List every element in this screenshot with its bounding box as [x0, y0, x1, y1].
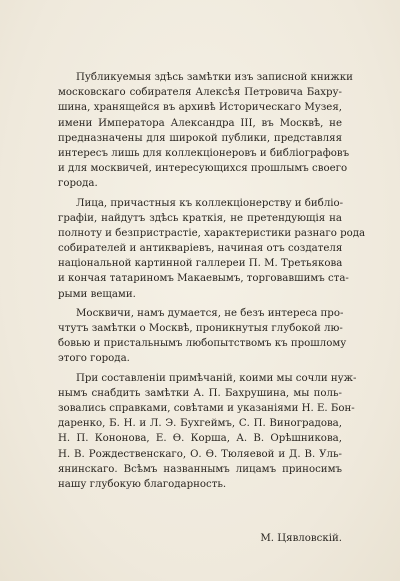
author-signature: М. Цявловскій.: [260, 533, 342, 544]
text-line: и кончая татариномъ Макаевымъ, торговавшимъ ста-: [58, 273, 349, 285]
text-line: и для москвичей, интересующихся прошлымъ своего: [58, 163, 348, 175]
text-line: бовью и пристальнымъ любопытствомъ къ прошлому: [58, 338, 347, 350]
text-line: имени Императора Александра III, въ Москвѣ, не: [58, 117, 342, 129]
text-line: шина, хранящейся въ архивѣ Историческаго Музея,: [58, 102, 342, 114]
text-line: интересъ лишь для коллекціонеровъ и библіографовъ: [58, 147, 350, 159]
text-line: московскаго собирателя Алексѣя Петровича Бахру-: [58, 87, 342, 99]
preface-text: [58, 70, 366, 492]
text-line: графіи, найдутъ здѣсь краткія, не претендующія на: [58, 212, 342, 224]
text-line: національной картинной галлереи П. М. Третьякова: [58, 258, 343, 270]
text-line: янинскаго. Всѣмъ названнымъ лицамъ приносимъ: [58, 463, 342, 475]
text-line: Публикуемыя здѣсь замѣтки изъ записной книжки: [76, 72, 353, 83]
paragraph-2: [58, 196, 366, 302]
text-line: города.: [58, 178, 98, 190]
text-line: рыми вещами.: [58, 288, 136, 300]
text-line: предназначены для широкой публики, представляя: [58, 132, 342, 144]
text-line: Н. В. Рождественскаго, О. Ѳ. Тюляевой и Д. В. Уль-: [58, 448, 342, 460]
text-line: нашу глубокую благодарность.: [58, 478, 227, 490]
text-line: даренко, Б. Н. и Л. Э. Бухгеймъ, С. П. Виноградова,: [58, 418, 342, 430]
text-line: Н. П. Кононова, Е. Ѳ. Корша, А. В. Орѣшникова,: [58, 433, 342, 445]
text-line: полноту и безпристрастіе, характеристики разнаго рода: [58, 227, 366, 239]
paragraph-1: [58, 70, 353, 192]
text-line: При составленіи примѣчаній, коими мы сочли нуж-: [76, 372, 357, 384]
text-line: зовались справками, совѣтами и указаніями Н. Е. Бон-: [58, 402, 355, 414]
text-line: Лица, причастныя къ коллекціонерству и библіо-: [76, 197, 344, 209]
text-line: собирателей и антикваріевъ, начиная отъ создателя: [58, 243, 343, 255]
text-line: чтутъ замѣтки о Москвѣ, проникнутыя глубокой лю-: [58, 323, 343, 334]
paragraph-4: [58, 371, 357, 493]
paragraph-3: [58, 306, 347, 367]
text-line: нымъ снабдить замѣтки А. П. Бахрушина, мы поль-: [58, 387, 342, 399]
text-line: этого города.: [58, 353, 130, 365]
text-line: Москвичи, намъ думается, не безъ интереса про-: [76, 307, 344, 319]
